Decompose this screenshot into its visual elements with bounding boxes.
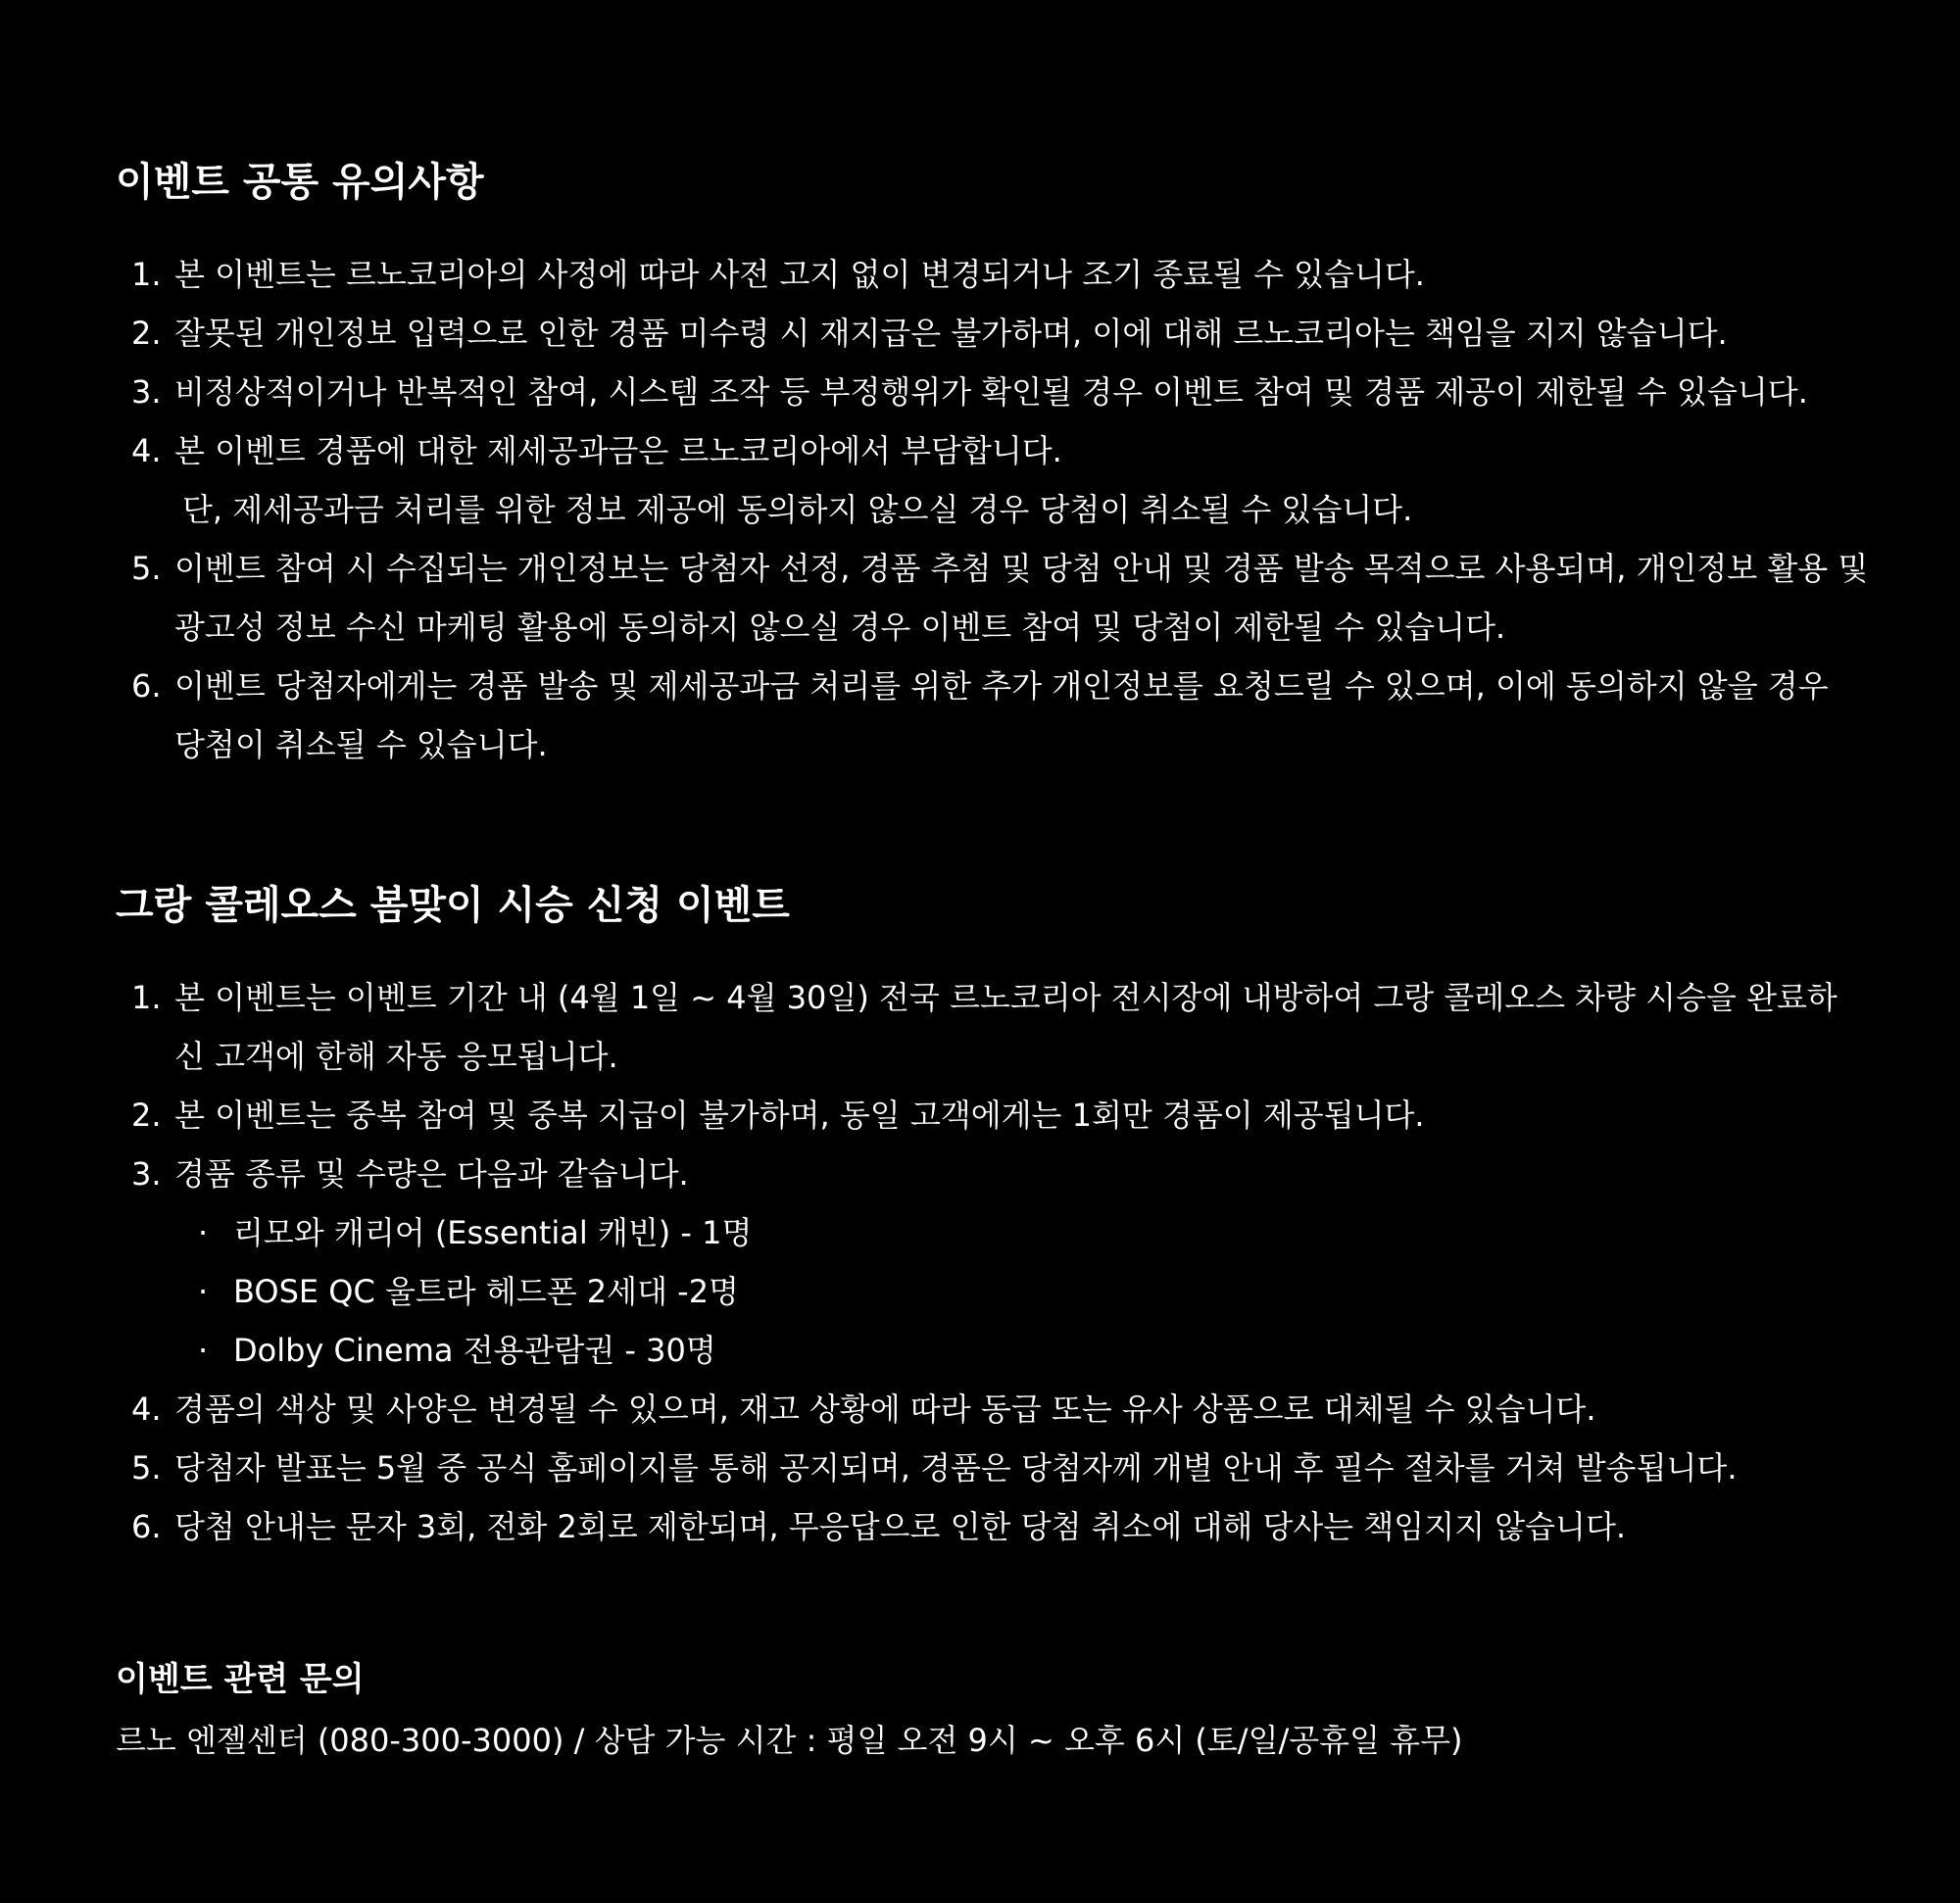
item-number: 1. <box>131 979 162 1016</box>
prize-text: Dolby Cinema 전용관람권 - 30명 <box>233 1332 716 1369</box>
list-item <box>116 245 1840 304</box>
bullet-icon: · <box>198 1273 209 1310</box>
common-notice-list <box>116 245 1869 774</box>
item-text: 본 이벤트는 이벤트 기간 내 (4월 1일 ~ 4월 30일) 전국 르노코리아 전시장에 내방하여 그랑 콜레오스 차량 시승을 완료하 <box>174 979 1838 1016</box>
item-text: 경품의 색상 및 사양은 변경될 수 있으며, 재고 상황에 따라 동급 또는 유사 상품으로 대체될 수 있습니다. <box>174 1391 1596 1428</box>
prize-list <box>174 1203 1840 1380</box>
item-number: 4. <box>131 1391 162 1428</box>
item-text-continued: 광고성 정보 수신 마케팅 활용에 동의하지 않으실 경우 이벤트 참여 및 당첨이 제한될 수 있습니다. <box>174 609 1506 646</box>
item-text: 본 이벤트는 중복 참여 및 중복 지급이 불가하며, 동일 고객에게는 1회만 경품이 제공됩니다. <box>174 1097 1425 1134</box>
item-text: 이벤트 참여 시 수집되는 개인정보는 당첨자 선정, 경품 추첨 및 당첨 안내 및 경품 발송 목적으로 사용되며, 개인정보 활용 및 <box>174 550 1869 587</box>
item-text-continued: 단, 제세공과금 처리를 위한 정보 제공에 동의하지 않으실 경우 당첨이 취소될 수 있습니다. <box>182 491 1413 528</box>
contact-title: 이벤트 관련 문의 <box>116 1660 365 1699</box>
prize-text: 리모와 캐리어 (Essential 캐빈) - 1명 <box>233 1214 753 1251</box>
test-drive-event-title: 그랑 콜레오스 봄맞이 시승 신청 이벤트 <box>116 883 790 928</box>
item-number: 4. <box>131 432 162 469</box>
list-item <box>116 1086 1840 1145</box>
list-item <box>116 363 1840 421</box>
item-number: 5. <box>131 550 162 587</box>
item-number: 1. <box>131 256 162 293</box>
list-item <box>116 1145 1840 1380</box>
prize-item <box>174 1262 1840 1321</box>
item-number: 2. <box>131 1097 162 1134</box>
prize-text: BOSE QC 울트라 헤드폰 2세대 -2명 <box>233 1273 739 1310</box>
list-item <box>116 657 1840 774</box>
bullet-icon: · <box>198 1214 209 1251</box>
item-text-continued: 신 고객에 한해 자동 응모됩니다. <box>174 1038 618 1075</box>
list-item <box>116 421 1840 539</box>
item-number: 3. <box>131 373 162 411</box>
item-number: 3. <box>131 1155 162 1193</box>
bullet-icon: · <box>198 1332 209 1369</box>
item-text: 본 이벤트 경품에 대한 제세공과금은 르노코리아에서 부담합니다. <box>174 432 1062 469</box>
prize-item <box>174 1321 1840 1380</box>
contact-text: 르노 엔젤센터 (080-300-3000) / 상담 가능 시간 : 평일 오전 9시 ~ 오후 6시 (토/일/공휴일 휴무) <box>116 1722 1463 1759</box>
list-item <box>116 968 1840 1086</box>
item-text-continued: 당첨이 취소될 수 있습니다. <box>174 726 548 763</box>
prize-item <box>174 1203 1840 1262</box>
common-notice-title: 이벤트 공통 유의사항 <box>116 160 484 205</box>
item-number: 2. <box>131 315 162 352</box>
list-item <box>116 1439 1840 1497</box>
item-text: 본 이벤트는 르노코리아의 사정에 따라 사전 고지 없이 변경되거나 조기 종료될 수 있습니다. <box>174 256 1425 293</box>
item-text: 경품 종류 및 수량은 다음과 같습니다. <box>174 1155 689 1193</box>
list-item <box>116 304 1840 363</box>
item-number: 5. <box>131 1449 162 1487</box>
list-item <box>116 539 1869 657</box>
item-text: 잘못된 개인정보 입력으로 인한 경품 미수령 시 재지급은 불가하며, 이에 대해 르노코리아는 책임을 지지 않습니다. <box>174 315 1728 352</box>
item-text: 이벤트 당첨자에게는 경품 발송 및 제세공과금 처리를 위한 추가 개인정보를 요청드릴 수 있으며, 이에 동의하지 않을 경우 <box>174 667 1829 705</box>
list-item <box>116 1380 1840 1439</box>
item-number: 6. <box>131 667 162 705</box>
list-item <box>116 1497 1840 1556</box>
item-text: 당첨자 발표는 5월 중 공식 홈페이지를 통해 공지되며, 경품은 당첨자께 개별 안내 후 필수 절차를 거쳐 발송됩니다. <box>174 1449 1738 1487</box>
item-text: 당첨 안내는 문자 3회, 전화 2회로 제한되며, 무응답으로 인한 당첨 취소에 대해 당사는 책임지지 않습니다. <box>174 1508 1627 1545</box>
item-number: 6. <box>131 1508 162 1545</box>
test-drive-event-list <box>116 968 1840 1556</box>
item-text: 비정상적이거나 반복적인 참여, 시스템 조작 등 부정행위가 확인될 경우 이벤트 참여 및 경품 제공이 제한될 수 있습니다. <box>174 373 1808 411</box>
